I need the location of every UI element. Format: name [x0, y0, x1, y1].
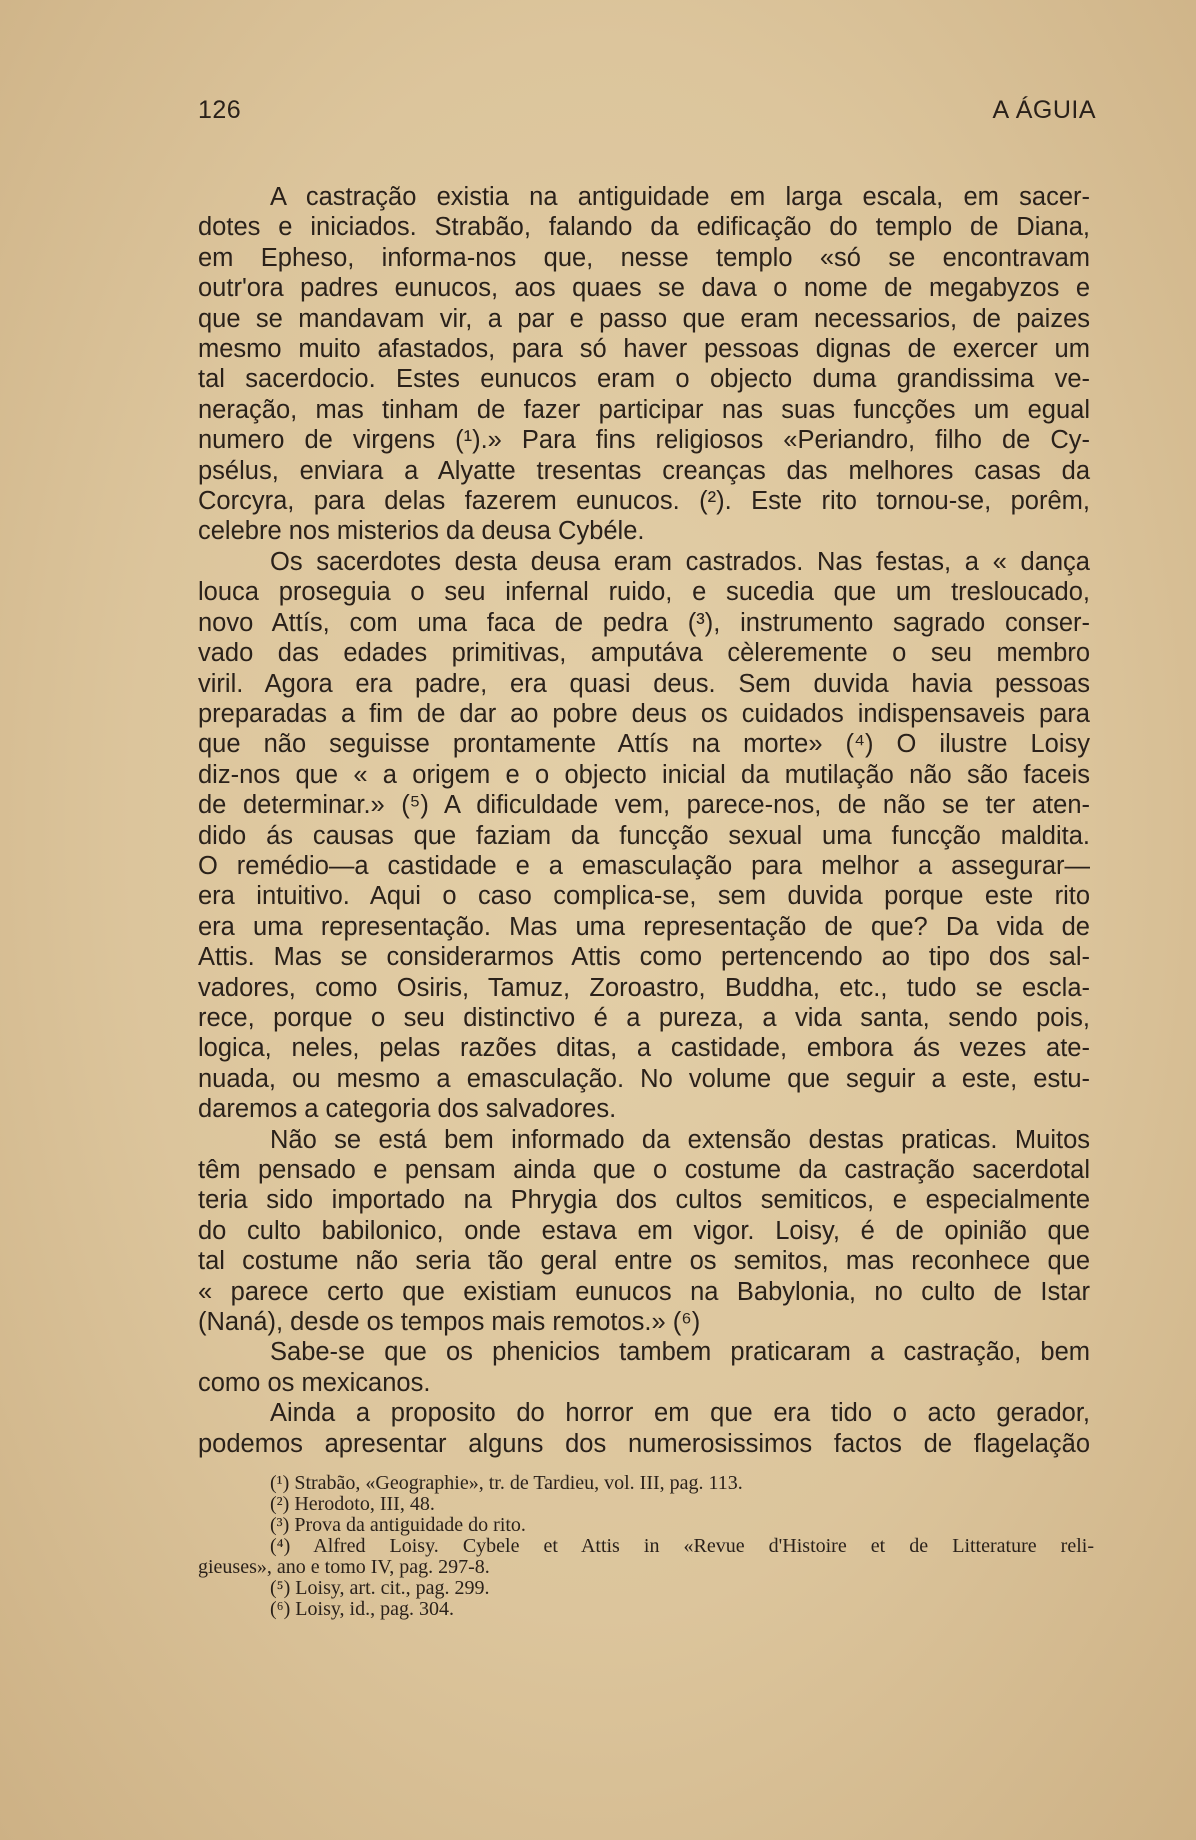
text-line: do culto babilonico, onde estava em vigor. Loisy, é de opinião que [198, 1216, 1090, 1245]
text-line: rece, porque o seu distinctivo é a pureza, a vida santa, sendo pois, [198, 1003, 1090, 1032]
text-line: têm pensado e pensam ainda que o costume da castração sacerdotal [198, 1156, 1090, 1184]
text-line: daremos a categoria dos salvadores. [198, 1095, 617, 1124]
footnote: (⁵) Loisy, art. cit., pag. 299. [270, 1577, 490, 1599]
footnotes [198, 1473, 1094, 1620]
footnote: (³) Prova da antiguidade do rito. [270, 1514, 526, 1536]
text-line: mesmo muito afastados, para só haver pessoas dignas de exercer um [198, 335, 1090, 364]
text-line: Não se está bem informado da extensão destas praticas. Muitos [270, 1125, 1090, 1154]
text-line: podemos apresentar alguns dos numerosissimos factos de flagelação [198, 1429, 1090, 1458]
text-line: A castração existia na antiguidade em larga escala, em sacer- [270, 183, 1090, 211]
text-line: que não seguisse prontamente Attís na morte» (⁴) O ilustre Loisy [198, 730, 1090, 759]
text-line: em Epheso, informa-nos que, nesse templo «só se encontravam [198, 243, 1090, 272]
text-line: era uma representação. Mas uma representação de que? Da vida de [198, 912, 1090, 941]
text-line: nuada, ou mesmo a emasculação. No volume que seguir a este, estu- [198, 1064, 1090, 1093]
text-line: teria sido importado na Phrygia dos cultos semiticos, e especialmente [198, 1186, 1090, 1215]
footnote: (²) Herodoto, III, 48. [270, 1493, 435, 1515]
footnote: (¹) Strabão, «Geographie», tr. de Tardieu, vol. III, pag. 113. [270, 1472, 743, 1494]
text-line: Sabe-se que os phenicios tambem praticaram a castração, bem [270, 1338, 1090, 1367]
text-line: tal costume não seria tão geral entre os semitos, mas reconhece que [198, 1247, 1090, 1276]
text-line: de determinar.» (⁵) A dificuldade vem, parece-nos, de não se ter aten- [198, 791, 1090, 820]
text-line: que se mandavam vir, a par e passo que eram necessarios, de paizes [198, 304, 1090, 333]
text-line: preparadas a fim de dar ao pobre deus os cuidados indispensaveis para [198, 699, 1090, 728]
text-line: neração, mas tinham de fazer participar nas suas funcções um egual [198, 395, 1090, 424]
text-line: dotes e iniciados. Strabão, falando da edificação do templo de Diana, [198, 213, 1090, 242]
footnote: gieuses», ano e tomo IV, pag. 297-8. [198, 1556, 490, 1578]
text-line: viril. Agora era padre, era quasi deus. Sem duvida havia pessoas [198, 669, 1090, 698]
body-text [198, 182, 1090, 1459]
page-number: 126 [198, 96, 242, 124]
text-line: como os mexicanos. [198, 1368, 431, 1397]
text-line: Ainda a proposito do horror em que era tido o acto gerador, [270, 1399, 1090, 1428]
text-line: Attis. Mas se considerarmos Attis como pertencendo ao tipo dos sal- [198, 943, 1090, 972]
running-title: A ÁGUIA [992, 96, 1096, 124]
text-line: Corcyra, para delas fazerem eunucos. (²). Este rito tornou-se, porêm, [198, 487, 1090, 516]
text-line: era intuitivo. Aqui o caso complica-se, sem duvida porque este rito [198, 882, 1090, 911]
text-line: Os sacerdotes desta deusa eram castrados. Nas festas, a « dança [270, 547, 1090, 576]
text-line: (Naná), desde os tempos mais remotos.» (⁶) [198, 1308, 701, 1337]
text-line: vadores, como Osiris, Tamuz, Zoroastro, Buddha, etc., tudo se escla- [198, 973, 1090, 1002]
text-line: diz-nos que « a origem e o objecto inicial da mutilação não são faceis [198, 760, 1090, 789]
text-line: numero de virgens (¹).» Para fins religiosos «Periandro, filho de Cy- [198, 426, 1090, 455]
text-line: louca proseguia o seu infernal ruido, e sucedia que um tresloucado, [198, 578, 1090, 607]
text-line: logica, neles, pelas razões ditas, a castidade, embora ás vezes ate- [198, 1034, 1090, 1063]
text-line: tal sacerdocio. Estes eunucos eram o objecto duma grandissima ve- [198, 365, 1090, 394]
text-line: outr'ora padres eunucos, aos quaes se dava o nome de megabyzos e [198, 274, 1090, 303]
text-line: psélus, enviara a Alyatte tresentas creanças das melhores casas da [198, 456, 1090, 485]
text-line: O remédio—a castidade e a emasculação para melhor a assegurar— [198, 851, 1090, 880]
footnote: (⁴) Alfred Loisy. Cybele et Attis in «Revue d'Histoire et de Litterature reli- [270, 1535, 1094, 1557]
text-line: novo Attís, com uma faca de pedra (³), instrumento sagrado conser- [198, 608, 1090, 637]
text-line: celebre nos misterios da deusa Cybéle. [198, 517, 645, 546]
text-line: « parece certo que existiam eunucos na Babylonia, no culto de Istar [198, 1277, 1090, 1306]
footnote: (⁶) Loisy, id., pag. 304. [270, 1598, 454, 1620]
text-line: dido ás causas que faziam da funcção sexual uma funcção maldita. [198, 821, 1090, 850]
page-header [198, 96, 1096, 125]
text-line: vado das edades primitivas, amputáva cèleremente o seu membro [198, 639, 1090, 668]
